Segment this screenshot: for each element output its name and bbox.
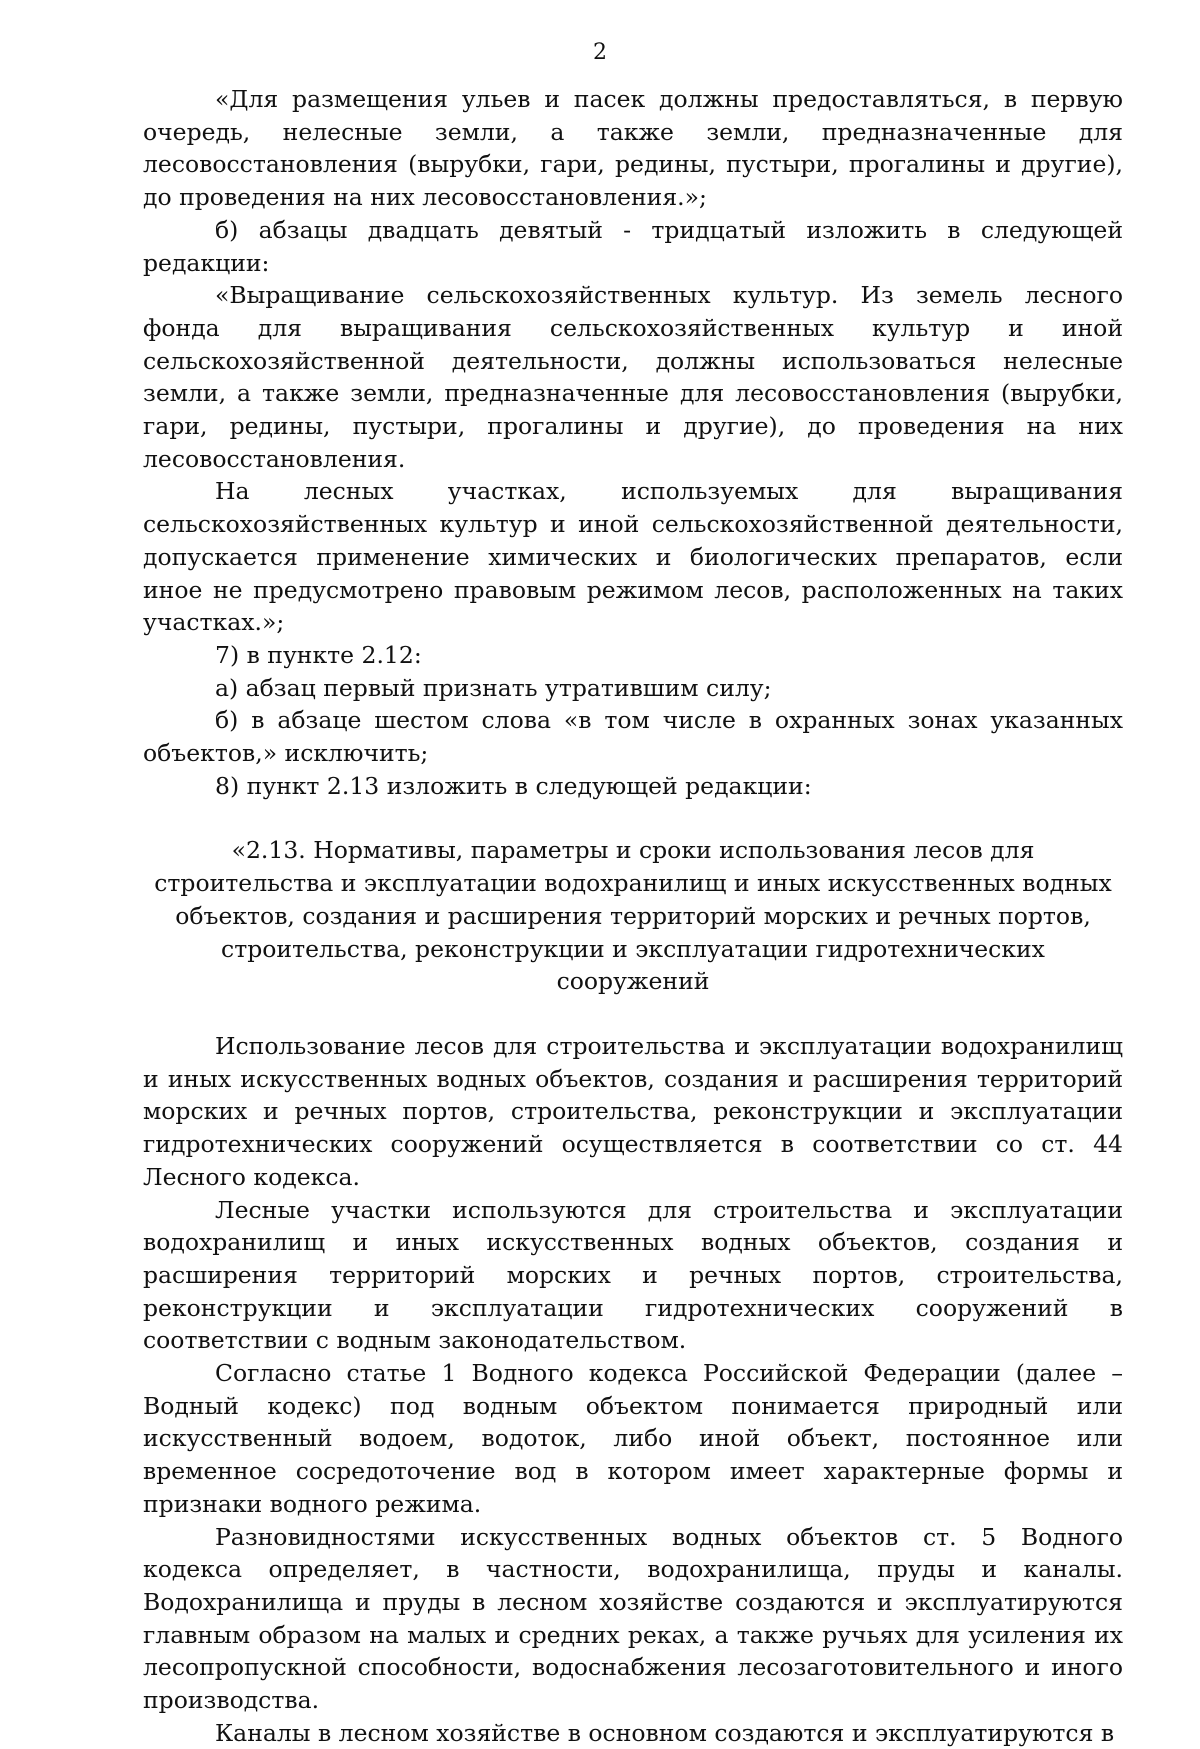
paragraph-forest-use: Использование лесов для строительства и эксплуатации водохранилищ и иных искусственных водных объектов, создания и расширения территорий морских и речных портов, строительства, реконструкции и эксплуатации гидротехнических сооружений осуществляется в соответствии со ст. 44 Лесного кодекса.	[143, 1031, 1123, 1191]
paragraph-water-code-art1: Согласно статье 1 Водного кодекса Российской Федерации (далее – Водный кодекс) под водным объектом понимается природный или искусственный водоем, водоток, либо иной объект, постоянное или временное сосредоточение вод в котором имеет характерные формы и признаки водного режима.	[143, 1359, 1123, 1518]
heading-line: строительства и эксплуатации водохранилищ и иных искусственных водных	[154, 869, 1112, 898]
paragraph-item-7a: а) абзац первый признать утратившим силу;	[215, 673, 772, 702]
page-number: 2	[593, 40, 607, 65]
paragraph-forest-plots: Лесные участки используются для строительства и эксплуатации водохранилищ и иных искусственных водных объектов, создания и расширения территорий морских и речных портов, строительства, реконструкции и эксплуатации гидротехнических сооружений в соответствии с водным законодательством.	[143, 1195, 1123, 1355]
paragraph-chemicals: На лесных участках, используемых для выращивания сельскохозяйственных культур и иной сельскохозяйственной деятельности, допускается применение химических и биологических препаратов, если иное не предусмотрено правовым режимом лесов, расположенных на таких участках.»;	[143, 477, 1123, 637]
paragraph-item-7: 7) в пункте 2.12:	[215, 640, 422, 669]
heading-line: «2.13. Нормативы, параметры и сроки использования лесов для	[231, 836, 1035, 865]
paragraph-item-7b: б) в абзаце шестом слова «в том числе в охранных зонах указанных объектов,» исключить;	[143, 706, 1123, 768]
heading-line: объектов, создания и расширения территорий морских и речных портов,	[175, 901, 1091, 930]
paragraph-beekeeping-quote: «Для размещения ульев и пасек должны предоставляться, в первую очередь, нелесные земли, а также земли, предназначенные для лесовосстановления (вырубки, гари, редины, пустыри, прогалины и другие), до проведения на них лесовосстановления.»;	[143, 85, 1123, 212]
paragraph-water-code-art5: Разновидностями искусственных водных объектов ст. 5 Водного кодекса определяет, в частности, водохранилища, пруды и каналы. Водохранилища и пруды в лесном хозяйстве создаются и эксплуатируются главным образом на малых и средних реках, а также ручьях для усиления их лесопропускной способности, водоснабжения лесозаготовительного и иного производства.	[143, 1522, 1123, 1715]
paragraph-canals: Каналы в лесном хозяйстве в основном создаются и эксплуатируются в	[215, 1718, 1115, 1747]
paragraph-agriculture-quote: «Выращивание сельскохозяйственных культур. Из земель лесного фонда для выращивания сельскохозяйственных культур и иной сельскохозяйственной деятельности, должны использоваться нелесные земли, а также земли, предназначенные для лесовосстановления (вырубки, гари, редины, пустыри, прогалины и другие), до проведения на них лесовосстановления.	[143, 281, 1123, 473]
document-body	[143, 83, 1123, 1749]
section-heading-2-13	[143, 834, 1123, 998]
heading-line: строительства, реконструкции и эксплуатации гидротехнических сооружений	[221, 934, 1045, 996]
paragraph-item-b-abzacy: б) абзацы двадцать девятый - тридцатый изложить в следующей редакции:	[143, 215, 1123, 277]
paragraph-item-8: 8) пункт 2.13 изложить в следующей редакции:	[215, 771, 812, 800]
